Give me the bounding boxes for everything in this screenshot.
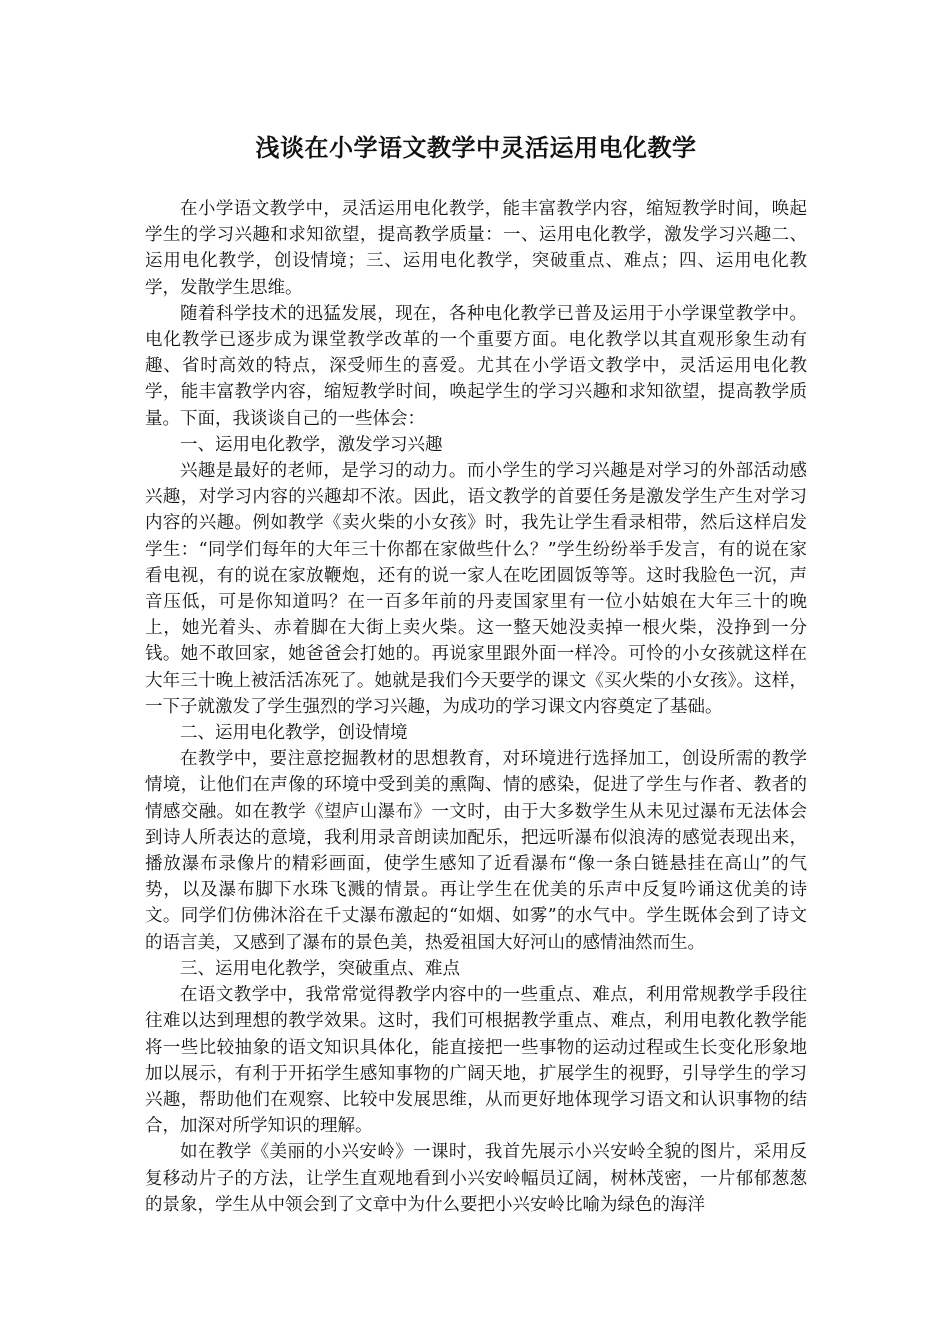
document-page (145, 130, 807, 1218)
paragraph-intro: 随着科学技术的迅猛发展，现在，各种电化教学已普及运用于小学课堂教学中。电化教学已逐步成为课堂教学改革的一个重要方面。电化教学以其直观形象生动有趣、省时高效的特点，深受师生的喜爱。尤其在小学语文教学中，灵活运用电化教学，能丰富教学内容，缩短教学时间，唤起学生的学习兴趣和求知欲望，提高教学质量。下面，我谈谈自己的一些体会： (145, 303, 807, 429)
paragraph-section-1: 兴趣是最好的老师，是学习的动力。而小学生的学习兴趣是对学习的外部活动感兴趣，对学习内容的兴趣却不浓。因此，语文教学的首要任务是激发学生产生对学习内容的兴趣。例如教学《卖火柴的小女孩》时，我先让学生看录相带，然后这样启发学生：“同学们每年的大年三十你都在家做些什么？”学生纷纷举手发言，有的说在家看电视，有的说在家放鞭炮，还有的说一家人在吃团圆饭等等。这时我脸色一沉，声音压低，可是你知道吗？在一百多年前的丹麦国家里有一位小姑娘在大年三十的晚上，她光着头、赤着脚在大街上卖火柴。这一整天她没卖掉一根火柴，没挣到一分钱。她不敢回家，她爸爸会打她的。再说家里跟外面一样冷。可怜的小女孩就这样在大年三十晚上被活活冻死了。她就是我们今天要学的课文《买火柴的小女孩》。这样，一下子就激发了学生强烈的学习兴趣，为成功的学习课文内容奠定了基础。 (145, 461, 807, 717)
section-heading-1: 一、运用电化教学，激发学习兴趣 (180, 434, 443, 455)
paragraph-section-2: 在教学中，要注意挖掘教材的思想教育，对环境进行选择加工，创设所需的教学情境，让他们在声像的环境中受到美的熏陶、情的感染，促进了学生与作者、教者的情感交融。如在教学《望庐山瀑布》一文时，由于大多数学生从未见过瀑布无法体会到诗人所表达的意境，我利用录音朗读加配乐，把远听瀑布似浪涛的感觉表现出来，播放瀑布录像片的精彩画面，使学生感知了近看瀑布“像一条白链悬挂在高山”的气势，以及瀑布脚下水珠飞溅的情景。再让学生在优美的乐声中反复吟诵这优美的诗文。同学们仿佛沐浴在千丈瀑布激起的“如烟、如雾”的水气中。学生既体会到了诗文的语言美，又感到了瀑布的景色美，热爱祖国大好河山的感情油然而生。 (145, 749, 807, 953)
document-title: 浅谈在小学语文教学中灵活运用电化教学 (255, 134, 697, 162)
paragraph-abstract: 在小学语文教学中，灵活运用电化教学，能丰富教学内容，缩短教学时间，唤起学生的学习兴趣和求知欲望，提高教学质量：一、运用电化教学，激发学习兴趣二、运用电化教学，创设情境；三、运用电化教学，突破重点、难点；四、运用电化教学，发散学生思维。 (145, 199, 807, 298)
paragraph-section-3: 在语文教学中，我常常觉得教学内容中的一些重点、难点，利用常规教学手段往往难以达到理想的教学效果。这时，我们可根据教学重点、难点，利用电教化教学能将一些比较抽象的语文知识具体化，能直接把一些事物的运动过程或生长变化形象地加以展示，有利于开拓学生感知事物的广阔天地，扩展学生的视野，引导学生的学习兴趣，帮助他们在观察、比较中发展思维，从而更好地体现学习语文和认识事物的结合，加深对所学知识的理解。 (145, 985, 807, 1137)
paragraph-section-3-example: 如在教学《美丽的小兴安岭》一课时，我首先展示小兴安岭全貌的图片，采用反复移动片子的方法，让学生直观地看到小兴安岭幅员辽阔，树林茂密，一片郁郁葱葱的景象，学生从中领会到了文章中为什么要把小兴安岭比喻为绿色的海洋 (145, 1142, 807, 1215)
section-heading-3: 三、运用电化教学，突破重点、难点 (180, 958, 460, 979)
section-heading-2: 二、运用电化教学，创设情境 (180, 723, 408, 744)
